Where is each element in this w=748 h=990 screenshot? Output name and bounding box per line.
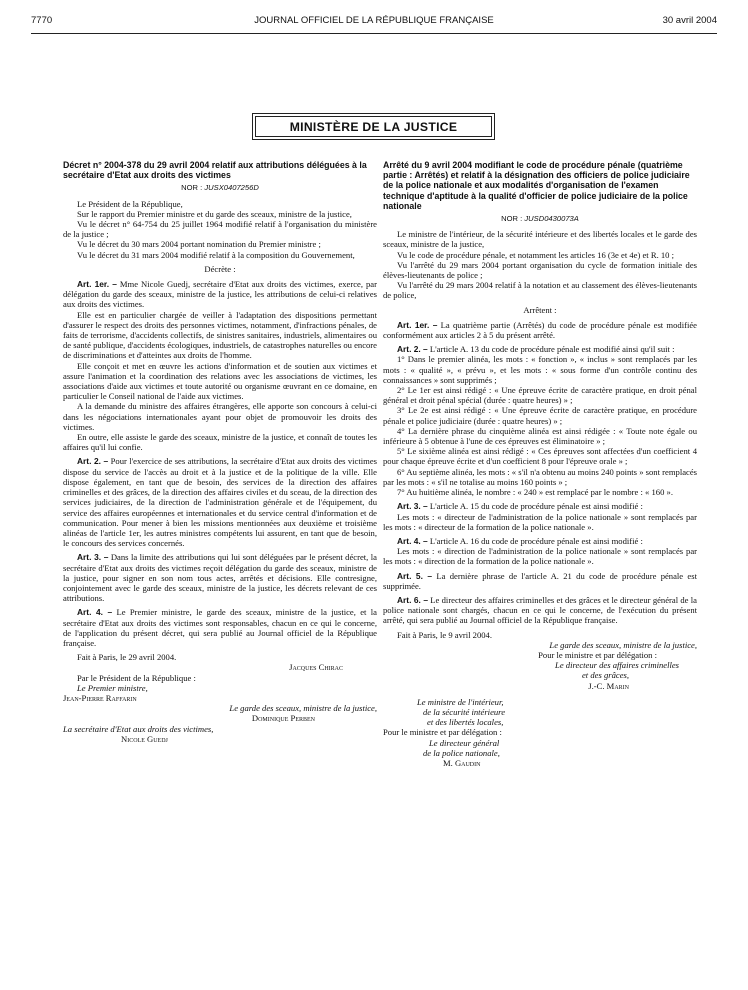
paragraph: Le ministre de l'intérieur, de la sécurité intérieure et des libertés locales et le garde des sceaux, ministre de la justice, <box>383 229 697 250</box>
header-rule <box>31 33 717 34</box>
list-item: 5° Le sixième alinéa est ainsi rédigé : « Ces épreuves sont affectées d'un coefficient 4 pour chaque épreuve écrite et d'un coefficient 8 pour l'épreuve orale » ; <box>383 446 697 467</box>
by-president: Par le Président de la République : <box>77 672 196 683</box>
journal-title: JOURNAL OFFICIEL DE LA RÉPUBLIQUE FRANÇAISE <box>254 15 494 26</box>
article-6: Art. 6. – Le directeur des affaires criminelles et des grâces et le directeur général de la police nationale sont chargés, chacun en ce qui le concerne, de l'exécution du présent arrêté, qui sera publié au Journal officiel de la République française. <box>383 594 697 626</box>
paragraph: Le Président de la République, <box>77 198 183 209</box>
list-item: 1° Dans le premier alinéa, les mots : « fonction », « inclus » sont remplacés par les mots : « qualité », « prévu », et les mots : « sous forme d'un contrôle continu des connaissances » sont supprimés ; <box>383 354 697 385</box>
paragraph: Vu l'arrêté du 29 mars 2004 relatif à la notation et au classement des élèves-lieutenants de police, <box>383 280 697 301</box>
issue-date: 30 avril 2004 <box>662 15 717 26</box>
paragraph: Sur le rapport du Premier ministre et du garde des sceaux, ministre de la justice, <box>77 208 352 219</box>
dg-role-cont: de la police nationale, <box>423 747 500 758</box>
list-item: 7° Au huitième alinéa, le nombre : « 240 » est remplacé par le nombre : « 160 ». <box>397 487 673 498</box>
ministry-box <box>252 113 495 140</box>
article-3: Art. 3. – L'article A. 15 du code de procédure pénale est ainsi modifié : <box>397 501 643 512</box>
paragraph: Vu l'arrêté du 29 mars 2004 portant organisation du cycle de formation initiale des élèves-lieutenants de police ; <box>383 259 697 281</box>
pm-name: Jean-Pierre Raffarin <box>63 692 137 703</box>
paragraph: Vu le décret du 31 mars 2004 modifié relatif à la composition du Gouvernement, <box>77 249 355 260</box>
list-item: 2° Le 1er est ainsi rédigé : « Une épreuve écrite de caractère pratique, en droit pénal général et droit pénal spécial (durée : quatre heures) » ; <box>383 385 697 406</box>
minister-role: Le ministre de l'intérieur, <box>417 696 504 707</box>
done-at: Fait à Paris, le 29 avril 2004. <box>77 652 177 663</box>
paragraph: Les mots : « directeur de l'administration de la police nationale » sont remplacés par les mots : « directeur de la formation de la police nationale ». <box>383 511 697 532</box>
article-1: Art. 1er. – La quatrième partie (Arrêtés) du code de procédure pénale est modifiée conformément aux articles 2 à 5 du présent arrêté. <box>383 319 697 341</box>
secretary-role: La secrétaire d'Etat aux droits des victimes, <box>63 723 214 734</box>
pm-role: Le Premier ministre, <box>77 682 148 693</box>
done-at: Fait à Paris, le 9 avril 2004. <box>397 629 492 640</box>
dg-role: Le directeur général <box>429 737 500 748</box>
signature-president: Jacques Chirac <box>289 662 343 673</box>
article-1: Art. 1er. – Mme Nicole Guedj, secrétaire d'Etat aux droits des victimes, exerce, par délégation du garde des sceaux, ministre de la justice, les attributions de celui-ci relatives aux droits des victimes. <box>63 279 377 310</box>
gds-role: Le garde des sceaux, ministre de la justice, <box>549 639 697 650</box>
article-5: Art. 5. – La dernière phrase de l'article A. 21 du code de procédure pénale est supprimée. <box>383 570 697 591</box>
decree-title: Décret n° 2004-378 du 29 avril 2004 relatif aux attributions déléguées à la secrétaire d'Etat aux droits des victimes <box>63 160 367 181</box>
director-role-cont: et des grâces, <box>581 670 629 681</box>
ministry-title: MINISTÈRE DE LA JUSTICE <box>255 116 492 137</box>
delegation: Pour le ministre et par délégation : <box>383 727 502 738</box>
gds-name: Dominique Perben <box>251 713 315 724</box>
order-nor: NOR : JUSD0430073A <box>501 214 579 224</box>
page-header <box>31 15 717 29</box>
paragraph: Vu le décret du 30 mars 2004 portant nomination du Premier ministre ; <box>77 239 321 250</box>
paragraph: Elle est en particulier chargée de veiller à l'adaptation des dispositions permettant d'assurer le respect des droits des personnes victimes, notamment, d'infractions pénales, de faits de terrorisme, d'accidents collectifs, de sinistres sanitaires, industriels, alimentaires ou de santé publique, d'accidents écologiques, industriels, de catastrophes naturelles ou encore de discriminations et d'atteintes aux droits de l'homme. <box>63 309 377 361</box>
order-title: Arrêté du 9 avril 2004 modifiant le code de procédure pénale (quatrième partie : Arrêtés) et relatif à la désignation des officiers de police judiciaire de la police nationale et aux modalités d'organisation de l'examen technique d'aptitude à la qualité d'officier de police judiciaire de la police nationale <box>383 160 690 211</box>
article-2: Art. 2. – L'article A. 13 du code de procédure pénale est modifié ainsi qu'il suit : <box>397 344 675 355</box>
paragraph: Vu le décret n° 64-754 du 25 juillet 1964 modifié relatif à l'organisation du ministère de la justice ; <box>63 219 377 240</box>
decree-nor: NOR : JUSX0407256D <box>181 183 259 193</box>
director-name: J.-C. Marin <box>588 680 629 691</box>
decrete-heading: Décrète : <box>204 263 236 274</box>
article-4: Art. 4. – L'article A. 16 du code de procédure pénale est ainsi modifié : <box>397 535 643 546</box>
dg-name: M. Gaudin <box>443 757 481 768</box>
article-4: Art. 4. – Le Premier ministre, le garde des sceaux, ministre de la justice, et la secrétaire d'Etat aux droits des victimes sont responsables, chacun en ce qui le concerne, de l'application du présent décret, qui sera publié au Journal officiel de la République française. <box>63 607 377 648</box>
list-item: 6° Au septième alinéa, les mots : « s'il n'a obtenu au moins 240 points » sont remplacés par les mots : « s'il ne totalise au moins 160 points » ; <box>383 466 697 487</box>
order-column <box>383 160 697 768</box>
article-2: Art. 2. – Pour l'exercice de ses attributions, la secrétaire d'Etat aux droits des victimes dispose du service de l'accès au droit et à la justice et de la politique de la ville. Elle dispose également, en tant que de besoin, des services de la direction des affaires criminelles et des grâces, de la direction des affaires civiles et du sceau, de la direction des services judiciaires, de la direction de l'administration générale et de l'équipement, du service des affaires européennes et internationales et du service central d'information et de communication. Pour mener à bien les missions mentionnées aux deuxième et troisième alinéas de l'article 1er, les autres ministres compétents lui assurent, en tant que de besoin, le concours des services concernés. <box>63 456 377 549</box>
list-item: 3° Le 2e est ainsi rédigé : « Une épreuve écrite de caractère pratique, en procédure pénale et police judiciaire (durée : quatre heures) » ; <box>383 405 697 426</box>
secretary-name: Nicole Guedj <box>121 733 168 744</box>
arretent-heading: Arrêtent : <box>523 304 557 315</box>
list-item: 4° La dernière phrase du cinquième alinéa est ainsi rédigée : « Toute note égale ou inférieure à 5 obtenue à l'une de ces épreuves est éliminatoire » ; <box>383 425 697 447</box>
paragraph: Vu le code de procédure pénale, et notamment les articles 16 (3e et 4e) et R. 10 ; <box>397 249 675 260</box>
article-3: Art. 3. – Dans la limite des attributions qui lui sont déléguées par le présent décret, la secrétaire d'Etat aux droits des victimes reçoit délégation du garde des sceaux, ministre de la justice, pour signer en son nom tous actes, arrêtés et décisions. Elle contresigne, conjointement avec le garde des sceaux, ministre de la justice, les décrets relevant de ces attributions. <box>63 552 377 604</box>
paragraph: En outre, elle assiste le garde des sceaux, ministre de la justice, et connaît de toutes les affaires qu'il lui confie. <box>63 432 377 453</box>
minister-role-cont: de la sécurité intérieure <box>423 706 506 717</box>
paragraph: Elle conçoit et met en œuvre les actions d'information et de soutien aux victimes et assure l'animation et la coordination des relations avec les associations de victimes, les associations d'aide aux victimes et toute autorité ou organisme œuvrant en ce domaine, en particulier le Conseil national de l'aide aux victimes. <box>63 360 377 402</box>
gds-role: Le garde des sceaux, ministre de la justice, <box>229 703 377 714</box>
director-role: Le directeur des affaires criminelles <box>555 660 679 671</box>
paragraph: Les mots : « direction de l'administration de la police nationale » sont remplacés par les mots : « direction de la formation de la police nationale ». <box>383 546 697 567</box>
page-number: 7770 <box>31 15 53 26</box>
minister-role-cont: et des libertés locales, <box>427 717 504 728</box>
delegation: Pour le ministre et par délégation : <box>538 649 657 660</box>
paragraph: A la demande du ministre des affaires étrangères, elle apporte son concours à celui-ci dans les négociations internationales ayant pour objet de promouvoir les droits des victimes. <box>63 401 377 432</box>
decree-column <box>63 160 377 744</box>
